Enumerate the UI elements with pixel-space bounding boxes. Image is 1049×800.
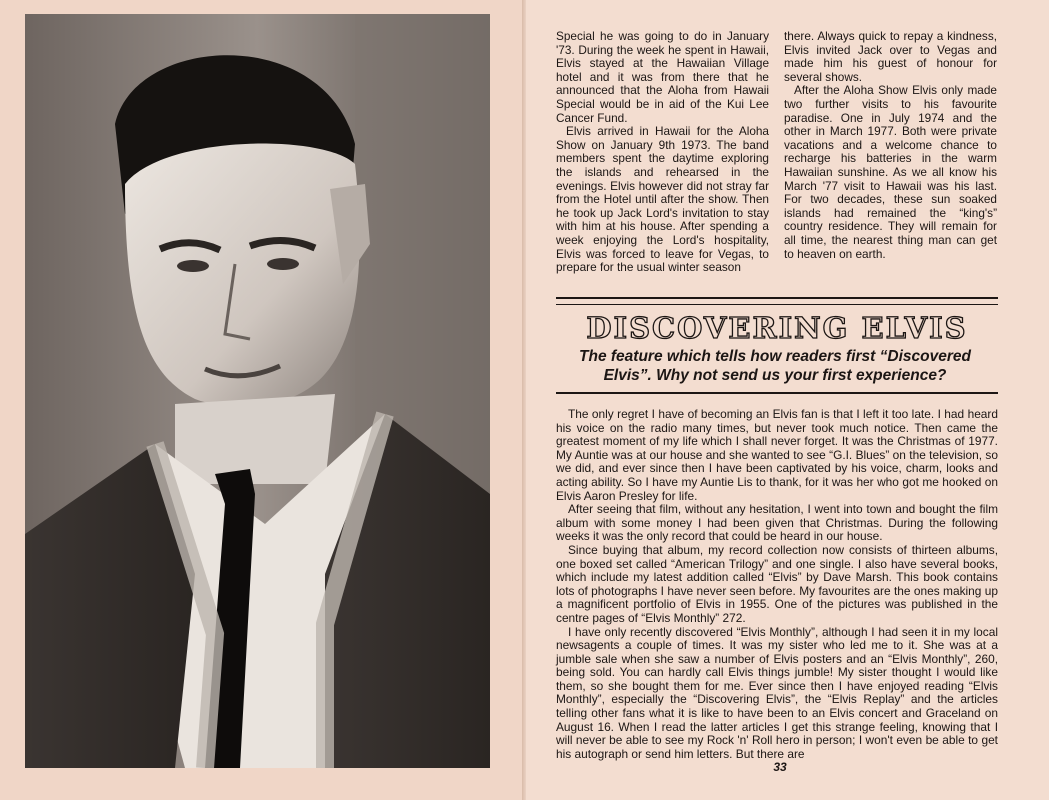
left-page bbox=[0, 0, 524, 800]
section-divider bbox=[556, 297, 998, 305]
column-paragraph: After the Aloha Show Elvis only made two further visits to his favourite paradise. One in July 1974 and the other in March 1977. Both were private vacations and a welcome chance to recharge his batteries in the warm Hawaiian sunshine. As we all know his March '77 visit to Hawaii was his last. For two decades, these sun soaked islands had remained the “king's” country residence. They will remain for all time, the nearest thing man can get to heaven on earth. bbox=[784, 83, 997, 261]
feature-title: DISCOVERING ELVIS bbox=[586, 311, 968, 345]
column-paragraph: Elvis arrived in Hawaii for the Aloha Show on January 9th 1973. The band members spent the daytime exploring the islands and rehearsed in the evenings. Elvis however did not stray far from the Hotel until after the show. Then he took up Jack Lord's invitation to stay with him at his house. After spending a week enjoying the Lord's hospitality, Elvis was forced to leave for Vegas, to prepare for the usual winter season bbox=[556, 124, 769, 275]
body-paragraph: The only regret I have of becoming an Elvis fan is that I left it too late. I had heard his voice on the radio many times, but never took much notice. Then came the greatest moment of my life which I shall never forget. It was the Christmas of 1977. My Auntie was at our house and she wanted to see “G.I. Blues” on the television, so we did, and ever since then I have been captivated by his voice, charm, looks and acting ability. So I have my Auntie Lis to thank, for it was her who got me hooked on Elvis Aaron Presley for life. bbox=[556, 407, 998, 503]
feature-body bbox=[556, 408, 998, 761]
article-column-2 bbox=[784, 30, 997, 261]
article-column-1 bbox=[556, 30, 769, 275]
feature-subtitle: The feature which tells how readers first “Discovered Elvis”. Why not send us your first experience? bbox=[579, 348, 971, 384]
elvis-portrait-photo bbox=[25, 14, 490, 768]
body-paragraph: After seeing that film, without any hesitation, I went into town and bought the film album with some money I had been given that Christmas. During the following weeks it was the only record that could be heard in our house. bbox=[556, 502, 998, 544]
column-paragraph: Special he was going to do in January '73. During the week he spent in Hawaii, Elvis stayed at the Hawaiian Village hotel and it was from there that he announced that the Aloha from Hawaii Special would be in aid of the Kui Lee Cancer Fund. bbox=[556, 29, 769, 125]
column-paragraph: there. Always quick to repay a kindness, Elvis invited Jack over to Vegas and made him his guest of honour for several shows. bbox=[784, 29, 997, 84]
page-number: 33 bbox=[773, 760, 787, 774]
body-paragraph: I have only recently discovered “Elvis Monthly”, although I had seen it in my local newsagents a couple of times. It was my sister who led me to it. She was at a jumble sale when she saw a number of Elvis posters and an “Elvis Monthly”, 260, being sold. You can hardly call Elvis things jumble! My sister thought I would like them, so she bought them for me. Ever since then I have enjoyed reading “Elvis Monthly”, especially the “Discovering Elvis”, the “Elvis Replay” and the articles telling other fans what it is like to have been to an Elvis concert and Graceland on August 16. When I read the latter articles I get this strange feeling, knowing that I will never be able to see my Rock 'n' Roll hero in person; I won't even be able to get his autograph or send him letters. But there are bbox=[556, 624, 998, 761]
body-paragraph: Since buying that album, my record collection now consists of thirteen albums, one boxed set called “American Trilogy” and one single. I also have several books, which include my latest addition called “Elvis” by Dave Marsh. This book contains lots of photographs I have never seen before. My favourites are the ones making up a magnificent portfolio of Elvis in 1955. One of the pictures was published in the centre pages of “Elvis Monthly” 272. bbox=[556, 542, 998, 625]
subtitle-divider bbox=[556, 392, 998, 394]
portrait-illustration bbox=[25, 14, 490, 768]
